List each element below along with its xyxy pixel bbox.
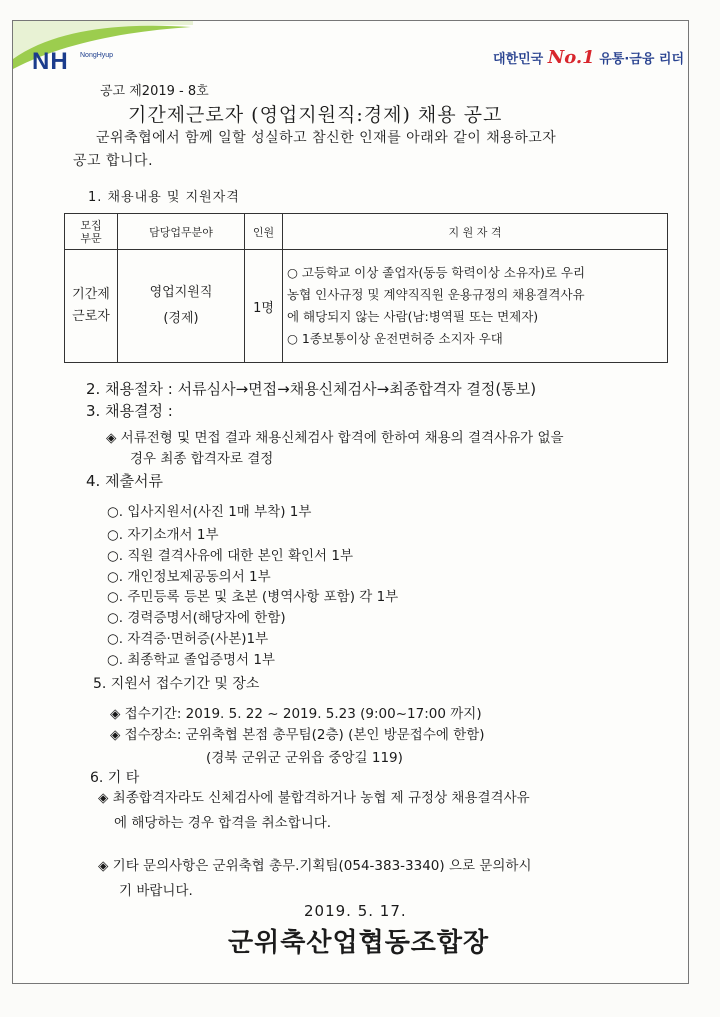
slogan-no1: No.1 xyxy=(547,47,595,68)
page-title: 기간제근로자 (영업지원직:경제) 채용 공고 xyxy=(128,104,503,126)
document-item: ○. 자격증·면허증(사본)1부 xyxy=(107,631,269,647)
header-count: 인원 xyxy=(245,214,283,250)
organization-name: 군위축산업협동조합장 xyxy=(228,928,490,958)
document-item: ○. 경력증명서(해당자에 한함) xyxy=(107,610,286,626)
section-5-place: ◈ 접수장소: 군위축협 본점 총무팀(2층) (본인 방문접수에 한함) xyxy=(110,727,485,743)
nh-logo-sub: NongHyup xyxy=(80,52,114,59)
section-6-body-3: ◈ 기타 문의사항은 군위축협 총무.기획팀(054-383-3340) 으로 문의하시 xyxy=(98,858,532,874)
document-item: ○. 자기소개서 1부 xyxy=(107,527,219,543)
notice-date: 2019. 5. 17. xyxy=(304,902,407,920)
section-6-body-4: 기 바랍니다. xyxy=(119,883,193,899)
requirements-table xyxy=(64,213,668,363)
qualification-line: 에 해당되지 않는 사람(남:병역필 또는 면제자) xyxy=(287,309,539,324)
document-item: ○. 주민등록 등본 및 초본 (병역사항 포함) 각 1부 xyxy=(107,589,399,605)
header-qualification: 지 원 자 격 xyxy=(283,214,668,250)
section-3-body-1: ◈ 서류전형 및 면접 결과 채용신체검사 합격에 한하여 채용의 결격사유가 없을 xyxy=(106,430,564,446)
section-3-body-2: 경우 최종 합격자로 결정 xyxy=(130,451,274,467)
document-item: ○. 개인정보제공동의서 1부 xyxy=(107,569,271,585)
header-category: 모집 부문 xyxy=(65,214,118,250)
table-row xyxy=(65,250,668,363)
slogan-pre: 대한민국 xyxy=(493,52,544,67)
cell-count: 1명 xyxy=(245,250,283,363)
qualification-line: ○ 1종보통이상 운전면허증 소지자 우대 xyxy=(287,331,503,346)
document-item: ○. 직원 결격사유에 대한 본인 확인서 1부 xyxy=(107,548,354,564)
nh-logo: NH xyxy=(32,48,69,75)
slogan-post: 유통·금융 리더 xyxy=(599,52,685,67)
header-field: 담당업무분야 xyxy=(118,214,245,250)
cell-category: 기간제 근로자 xyxy=(65,250,118,363)
section-3-heading: 3. 채용결정 : xyxy=(86,402,173,420)
section-5-heading: 5. 지원서 접수기간 및 장소 xyxy=(93,676,260,692)
section-6-heading: 6. 기 타 xyxy=(90,770,140,786)
cell-qualifications xyxy=(283,250,668,363)
section-2-heading: 2. 채용절차 : 서류심사→면접→채용신체검사→최종합격자 결정(통보) xyxy=(86,380,537,398)
notice-number: 공고 제2019 - 8호 xyxy=(100,84,209,99)
section-1-heading: 1. 채용내용 및 지원자격 xyxy=(88,190,240,205)
section-6-body-2: 에 해당하는 경우 합격을 취소합니다. xyxy=(114,815,332,831)
section-6-body-1: ◈ 최종합격자라도 신체검사에 불합격하거나 농협 제 규정상 채용결격사유 xyxy=(98,790,530,806)
qualification-line: 농협 인사규정 및 계약직직원 운용규정의 채용결격사유 xyxy=(287,287,585,302)
qualification-line: ○ 고등학교 이상 졸업자(동등 학력이상 소유자)로 우리 xyxy=(287,265,586,280)
table-header-row xyxy=(65,214,668,250)
intro-line-2: 공고 합니다. xyxy=(73,153,154,169)
section-4-heading: 4. 제출서류 xyxy=(86,472,164,490)
document-item: ○. 최종학교 졸업증명서 1부 xyxy=(107,652,275,668)
cell-field: 영업지원직 (경제) xyxy=(118,250,245,363)
section-5-period: ◈ 접수기간: 2019. 5. 22 ~ 2019. 5.23 (9:00~17:00 까지) xyxy=(110,706,482,722)
slogan xyxy=(493,47,684,68)
document-item: ○. 입사지원서(사진 1매 부착) 1부 xyxy=(107,504,312,520)
section-5-address: (경북 군위군 군위읍 중앙길 119) xyxy=(206,750,403,766)
intro-line-1: 군위축협에서 함께 일할 성실하고 참신한 인재를 아래와 같이 채용하고자 xyxy=(96,130,557,146)
